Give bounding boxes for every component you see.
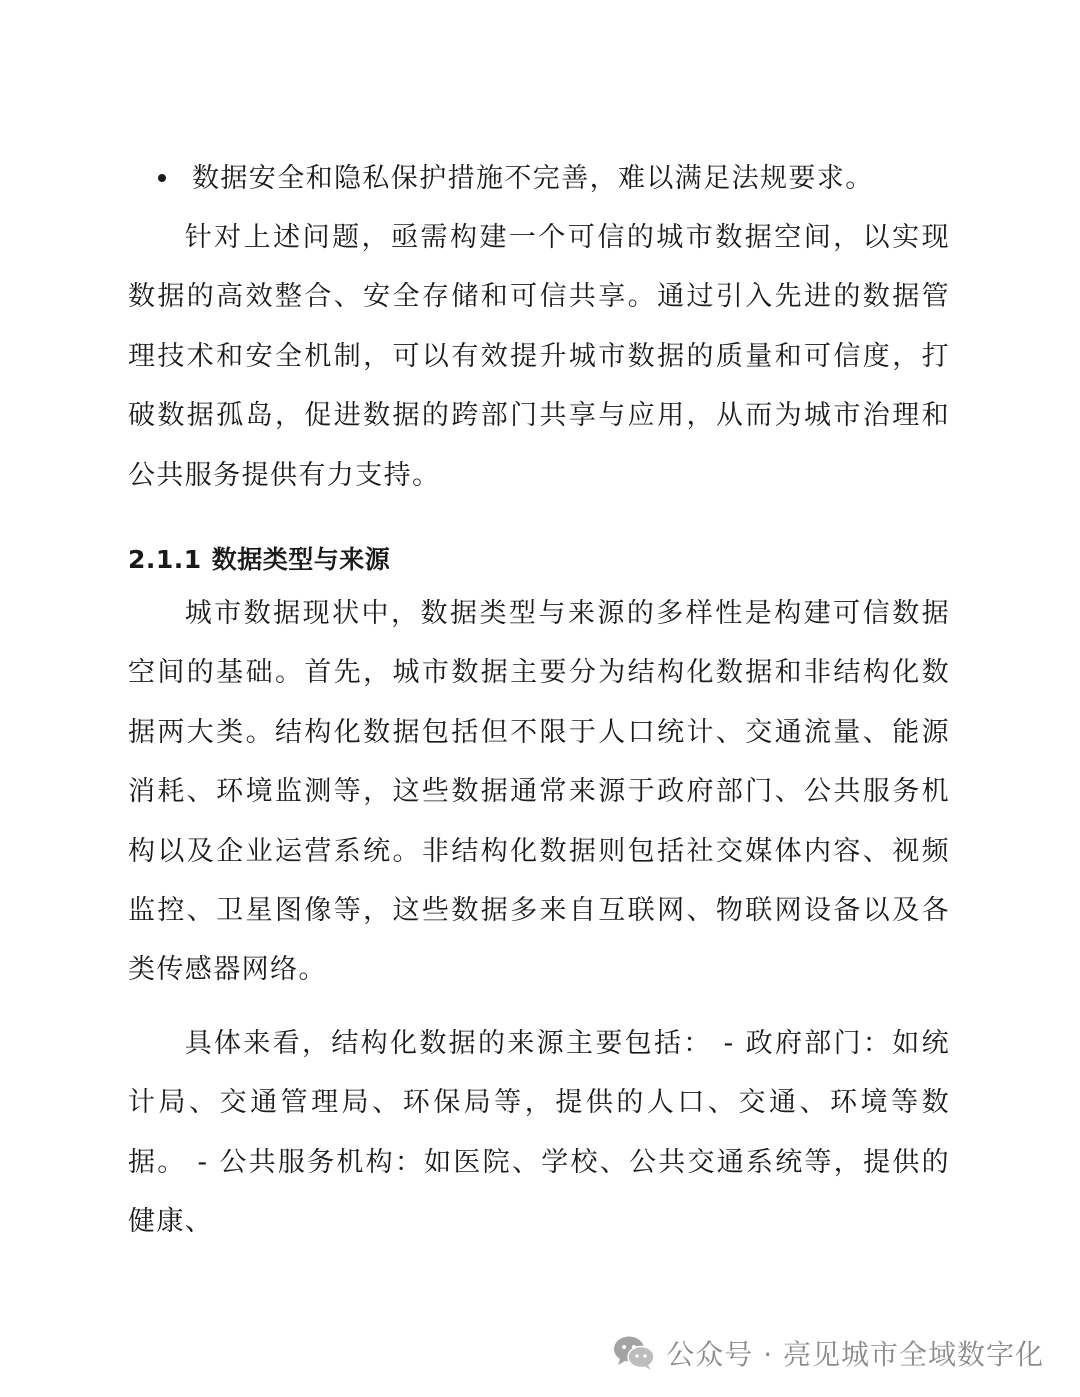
section-heading bbox=[128, 538, 390, 582]
paragraph-data-types: 城市数据现状中，数据类型与来源的多样性是构建可信数据空间的基础。首先，城市数据主要分为结构化数据和非结构化数据两大类。结构化数据包括但不限于人口统计、交通流量、能源消耗、环境监测等，这些数据通常来源于政府部门、公共服务机构以及企业运营系统。非结构化数据则包括社交媒体内容、视频监控、卫星图像等，这些数据多来自互联网、物联网设备以及各类传感器网络。 bbox=[128, 598, 950, 986]
section-number: 2.1.1 bbox=[128, 545, 202, 574]
bullet-text: 数据安全和隐私保护措施不完善，难以满足法规要求。 bbox=[192, 163, 874, 194]
watermark bbox=[612, 1331, 1044, 1375]
wechat-icon bbox=[612, 1334, 656, 1372]
bullet-dot-icon bbox=[158, 174, 166, 182]
paragraph-structured-sources: 具体来看，结构化数据的来源主要包括： - 政府部门：如统计局、交通管理局、环保局等，提供的人口、交通、环境等数据。 - 公共服务机构：如医院、学校、公共交通系统等，提供的健康、 bbox=[128, 1028, 950, 1238]
section-title: 数据类型与来源 bbox=[211, 545, 391, 574]
paragraph-intro: 针对上述问题，亟需构建一个可信的城市数据空间，以实现数据的高效整合、安全存储和可信共享。通过引入先进的数据管理技术和安全机制，可以有效提升城市数据的质量和可信度，打破数据孤岛，促进数据的跨部门共享与应用，从而为城市治理和公共服务提供有力支持。 bbox=[128, 222, 950, 491]
watermark-text: 公众号 · 亮见城市全域数字化 bbox=[666, 1338, 1044, 1371]
bullet-item bbox=[128, 156, 958, 202]
